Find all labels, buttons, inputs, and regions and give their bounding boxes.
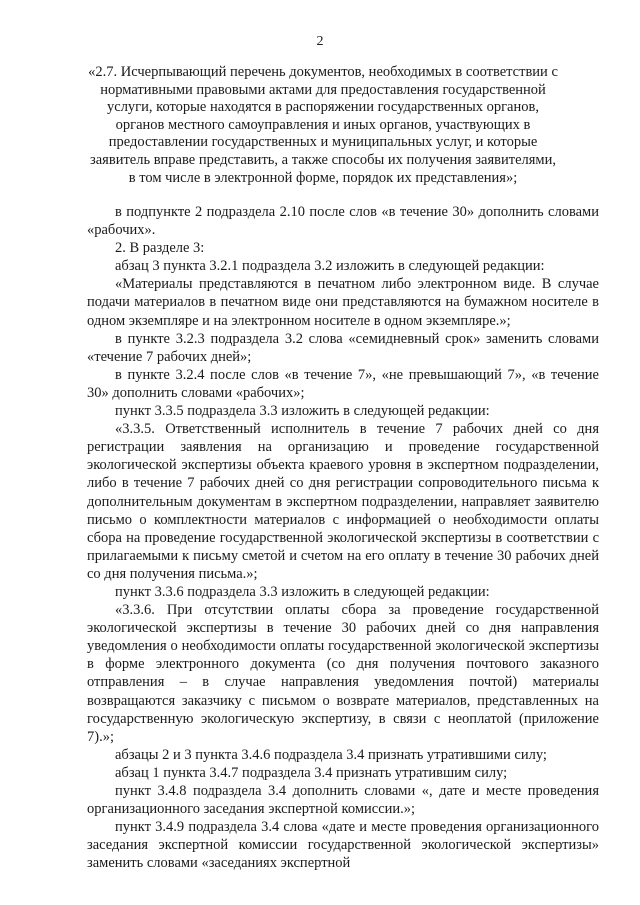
paragraph: 2. В разделе 3: xyxy=(115,240,205,257)
paragraph: «Материалы представляются в печатном либо электронном виде. В случае подачи материалов в печатном виде они представляются на бумажном носителе в одном экземпляре и на электронном носителе в одном экземпляре.»; xyxy=(87,276,599,329)
section-heading: «2.7. Исчерпывающий перечень документов, необходимых в соответствии с нормативными правовыми актами для предоставления государственной услуги, которые находятся в распоряжении государственных органов, органов местного самоуправления и иных органов, участвующих в предоставлении государственных и муниципальных услуг, и которые заявитель вправе представить, а также способы их получения заявителями, в том числе в электронной форме, порядок их представления»; xyxy=(88,64,558,186)
paragraph: абзацы 2 и 3 пункта 3.4.6 подраздела 3.4 признать утратившими силу; xyxy=(115,746,547,763)
paragraph: пункт 3.3.6 подраздела 3.3 изложить в следующей редакции: xyxy=(115,583,490,600)
page-number: 2 xyxy=(316,34,324,49)
paragraph: абзац 1 пункта 3.4.7 подраздела 3.4 признать утратившим силу; xyxy=(115,764,508,781)
paragraph: абзац 3 пункта 3.2.1 подраздела 3.2 изложить в следующей редакции: xyxy=(115,258,545,275)
paragraph: пункт 3.4.8 подраздела 3.4 дополнить словами «, дате и месте проведения организационного заседания экспертной комиссии.»; xyxy=(87,783,599,818)
paragraph: в подпункте 2 подраздела 2.10 после слов «в течение 30» дополнить словами «рабочих». xyxy=(87,204,599,239)
paragraph: «3.3.5. Ответственный исполнитель в течение 7 рабочих дней со дня регистрации заявления на организацию и проведение государственной экологической экспертизы объекта краевого уровня в экспертном подразделении, либо в течение 7 рабочих дней со дня регистрации сопроводительного письма к дополнительным документам в экспертном подразделении, направляет заявителю письмо о комплектности материалов с информацией о необходимости оплаты сбора на проведение государственной экологической экспертизы в соответствии с прилагаемыми к письму сметой и счетом на его оплату в течение 30 рабочих дней со дня получения письма.»; xyxy=(87,421,599,582)
paragraph: пункт 3.3.5 подраздела 3.3 изложить в следующей редакции: xyxy=(115,403,490,420)
paragraph: в пункте 3.2.3 подраздела 3.2 слова «семидневный срок» заменить словами «течение 7 рабочих дней»; xyxy=(87,330,599,365)
document-body xyxy=(87,203,599,872)
paragraph: в пункте 3.2.4 после слов «в течение 7», «не превышающий 7», «в течение 30» дополнить словами «рабочих»; xyxy=(87,366,599,401)
paragraph: «3.3.6. При отсутствии оплаты сбора за проведение государственной экологической экспертизы в течение 30 рабочих дней со дня направления уведомления о необходимости оплаты государственной экологической экспертизы в форме электронного документа (со дня получения почтового заказного отправления – в случае направления уведомления почтой) материалы возвращаются заказчику с письмом о возврате материалов, представленных на государственную экологическую экспертизу, в связи с неоплатой (приложение 7).»; xyxy=(87,602,599,745)
paragraph: пункт 3.4.9 подраздела 3.4 слова «дате и месте проведения организационного заседания экспертной комиссии государственной экологической экспертизы» заменить словами «заседаниях экспертной xyxy=(87,819,599,872)
